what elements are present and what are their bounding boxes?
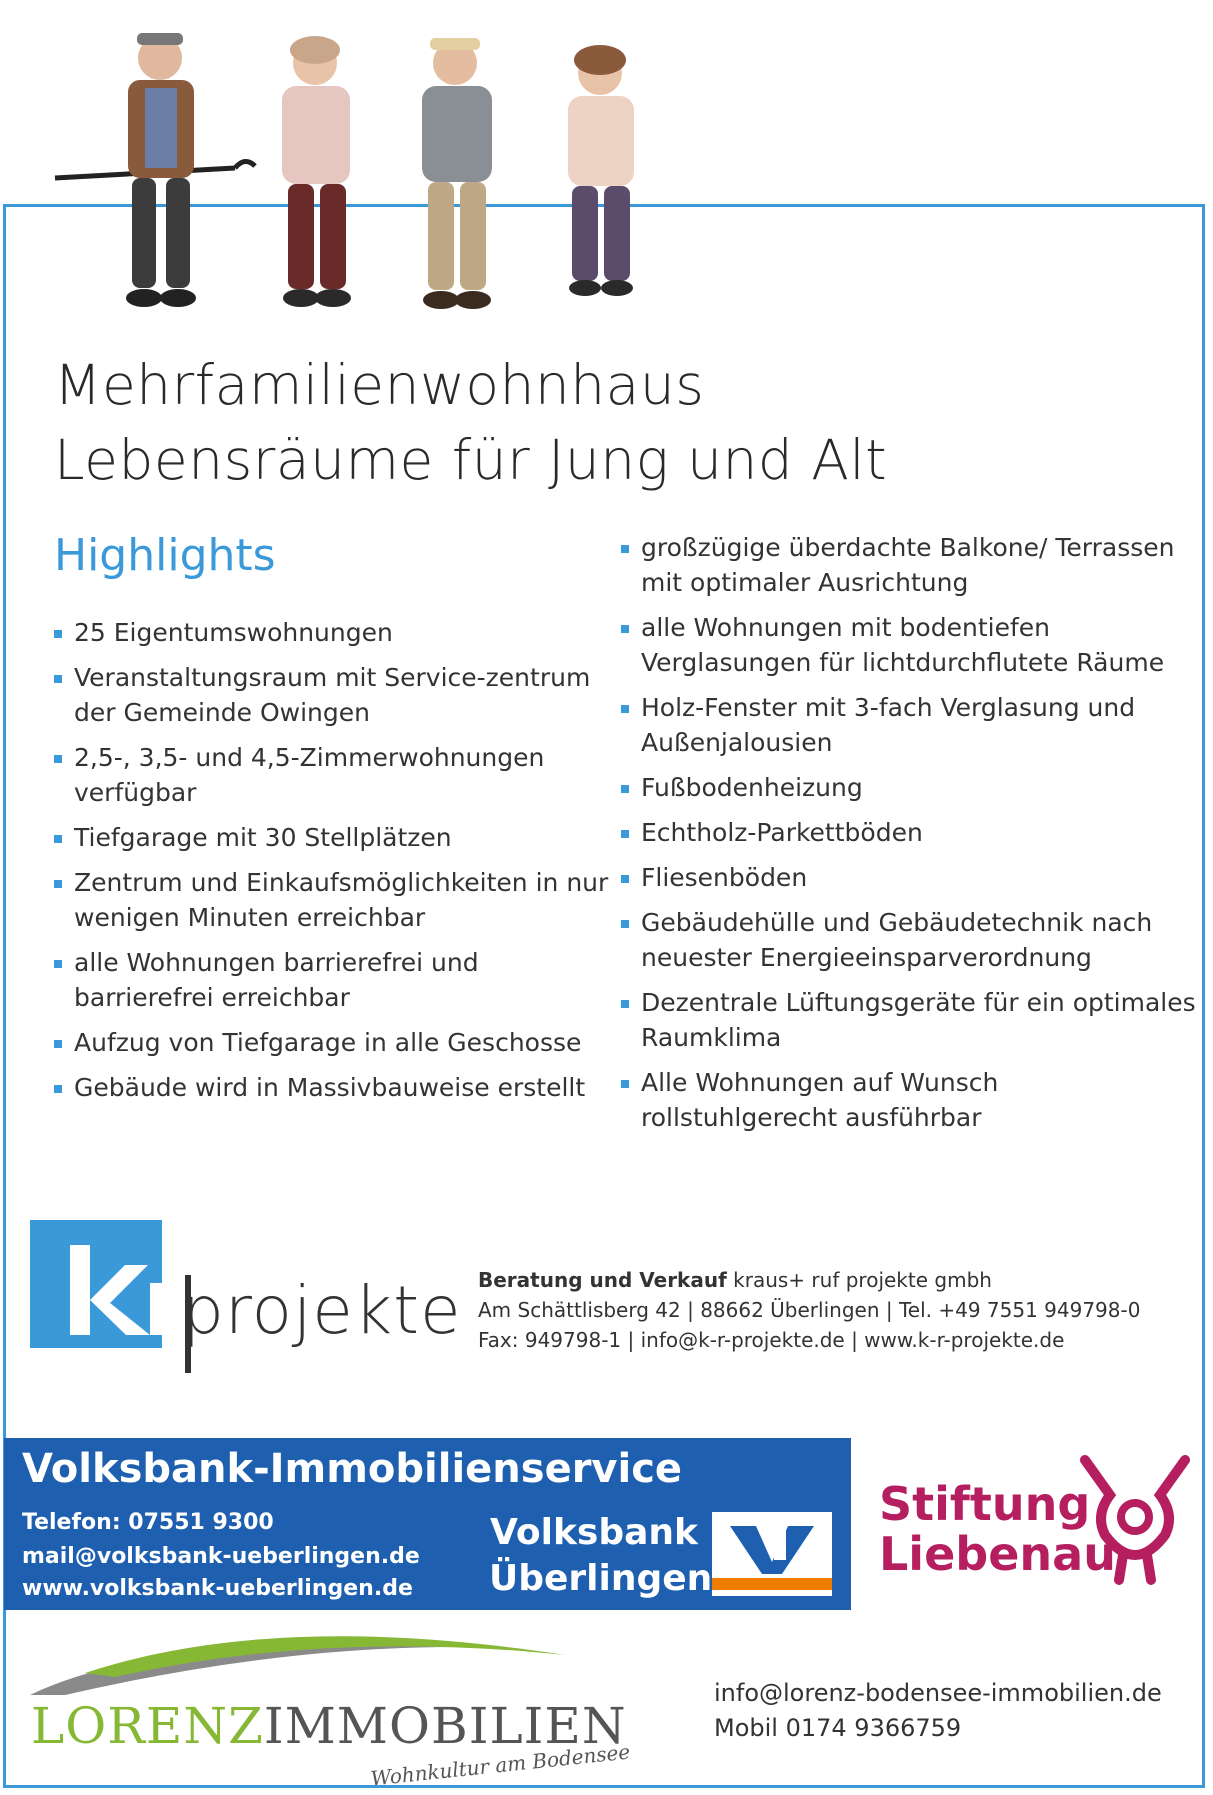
seniors-photo (50, 18, 810, 328)
list-item: alle Wohnungen mit bodentiefen Verglasungen für lichtdurchflutete Räume (621, 610, 1201, 680)
lorenz-slogan: Wohnkultur am Bodensee (369, 1739, 632, 1791)
kr-contact-block (478, 1265, 1140, 1355)
volksbank-title: Volksbank-Immobilienservice (22, 1446, 683, 1492)
highlights-right-list (621, 530, 1201, 1145)
volksbank-phone: Telefon: 07551 9300 (22, 1510, 274, 1535)
list-item: Veranstaltungsraum mit Service-zentrum der Gemeinde Owingen (54, 660, 614, 730)
lorenz-mobile: Mobil 0174 9366759 (714, 1714, 962, 1742)
stiftung-tulip-icon (1075, 1455, 1195, 1585)
stiftung-line2: Liebenau (879, 1527, 1116, 1581)
list-item: Dezentrale Lüftungsgeräte für ein optimales Raumklima (621, 985, 1201, 1055)
kr-company: kraus+ ruf projekte gmbh (726, 1268, 992, 1292)
list-item: Gebäudehülle und Gebäudetechnik nach neuester Energieeinsparverordnung (621, 905, 1201, 975)
lorenz-immobilien-logo (25, 1625, 675, 1791)
lorenz-contact-block (714, 1676, 1162, 1746)
list-item: 2,5-, 3,5- und 4,5-Zimmerwohnungen verfügbar (54, 740, 614, 810)
lorenz-name-part1: LORENZ (31, 1697, 264, 1755)
list-item: Fußbodenheizung (621, 770, 1201, 805)
volksbank-name-line2: Überlingen (489, 1558, 713, 1599)
lorenz-name-part2: IMMOBILIEN (263, 1697, 627, 1755)
volksbank-banner (4, 1438, 851, 1610)
list-item: großzügige überdachte Balkone/ Terrassen mit optimaler Ausrichtung (621, 530, 1201, 600)
highlights-left-list (54, 615, 614, 1115)
kr-address: Am Schättlisberg 42 | 88662 Überlingen | Tel. +49 7551 949798-0 (478, 1298, 1141, 1322)
list-item: 25 Eigentumswohnungen (54, 615, 614, 650)
kr-logo-text: projekte (182, 1272, 462, 1349)
list-item: Fliesenböden (621, 860, 1201, 895)
lorenz-name (31, 1697, 627, 1755)
list-item: Aufzug von Tiefgarage in alle Geschosse (54, 1025, 614, 1060)
kr-fax-line: Fax: 949798-1 | info@k-r-projekte.de | www.k-r-projekte.de (478, 1328, 1065, 1352)
stiftung-liebenau-logo (875, 1455, 1195, 1585)
list-item: Echtholz-Parkettböden (621, 815, 1201, 850)
list-item: Gebäude wird in Massivbauweise erstellt (54, 1070, 614, 1105)
volksbank-name (489, 1510, 713, 1602)
kr-projekte-logo (30, 1220, 462, 1370)
list-item: Holz-Fenster mit 3-fach Verglasung und Außenjalousien (621, 690, 1201, 760)
list-item: Tiefgarage mit 30 Stellplätzen (54, 820, 614, 855)
volksbank-logo (712, 1512, 832, 1596)
lorenz-swoosh-icon (25, 1625, 585, 1705)
volksbank-web[interactable]: www.volksbank-ueberlingen.de (22, 1576, 413, 1601)
stiftung-line1: Stiftung (879, 1477, 1091, 1531)
headline-line1: Mehrfamilienwohnhaus (54, 353, 705, 417)
list-item: Alle Wohnungen auf Wunsch rollstuhlgerecht ausführbar (621, 1065, 1201, 1135)
list-item: alle Wohnungen barrierefrei und barrierefrei erreichbar (54, 945, 614, 1015)
kr-contact-label: Beratung und Verkauf (478, 1268, 727, 1292)
highlights-heading: Highlights (54, 530, 276, 581)
volksbank-v-icon (712, 1512, 832, 1596)
headline (54, 348, 887, 498)
lorenz-email[interactable]: info@lorenz-bodensee-immobilien.de (714, 1679, 1162, 1707)
volksbank-name-line1: Volksbank (490, 1512, 698, 1553)
list-item: Zentrum und Einkaufsmöglichkeiten in nur wenigen Minuten erreichbar (54, 865, 614, 935)
headline-line2: Lebensräume für Jung und Alt (54, 428, 888, 492)
volksbank-email[interactable]: mail@volksbank-ueberlingen.de (22, 1544, 420, 1569)
